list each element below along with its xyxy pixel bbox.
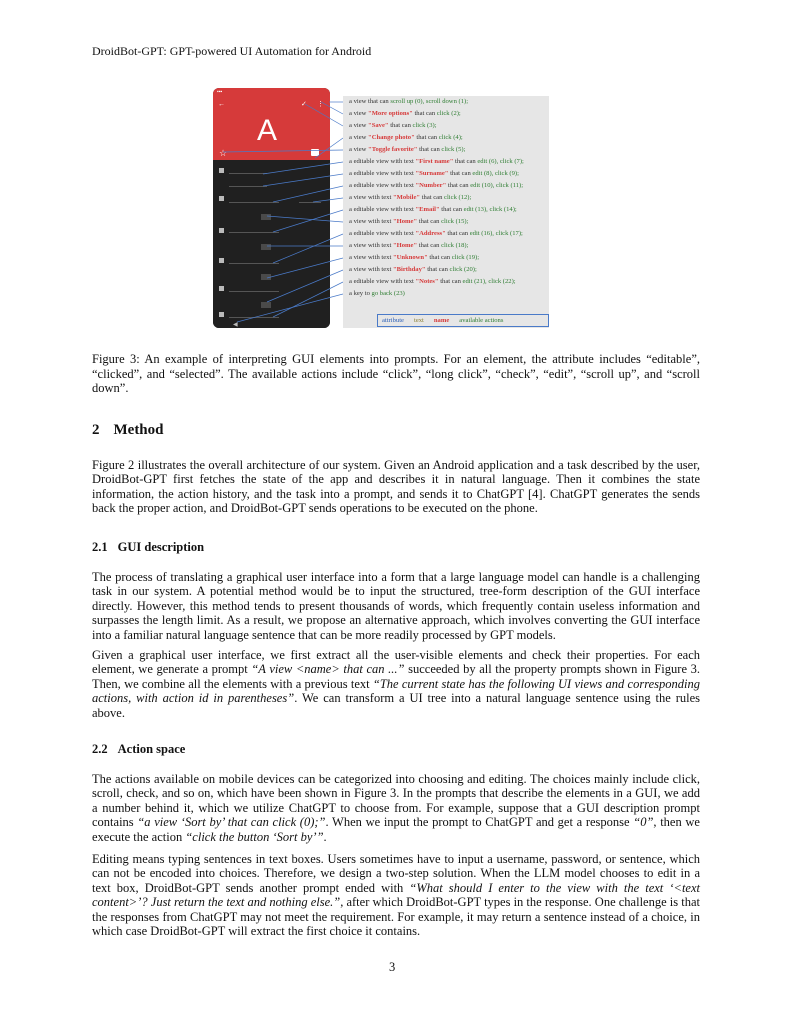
figure-caption: Figure 3: An example of interpreting GUI elements into prompts. For an element, the attribute includes “editable”, “clicked”, and “selected”. The available actions include “click”, “long click”, “check”, “edit”, “scroll up”, and “scroll down”. bbox=[92, 352, 700, 395]
annotation-pre: a view that can bbox=[349, 98, 391, 105]
favorite-star-icon: ☆ bbox=[219, 148, 228, 158]
annotation-pre: a view bbox=[349, 134, 369, 141]
annotation-mid: that can bbox=[412, 110, 437, 117]
annotation-name: "Notes" bbox=[415, 278, 439, 285]
annotation-line bbox=[349, 288, 405, 300]
italic-run: “What should I enter to the view with the text ‘<text content>’? Just return the text and nothing else.” bbox=[92, 880, 700, 910]
text-run: , then we execute the action bbox=[92, 815, 700, 844]
annotation-name: "Email" bbox=[415, 206, 440, 213]
contact-avatar: A bbox=[257, 114, 278, 147]
annotation-mid: that can bbox=[445, 230, 470, 237]
subsection-number: 2.1 bbox=[92, 540, 108, 554]
annotation-line bbox=[349, 108, 461, 120]
page-number: 3 bbox=[389, 960, 396, 974]
annotation-name: "Save" bbox=[368, 122, 389, 129]
annotation-mid: that can bbox=[388, 122, 413, 129]
status-bar: ▪▪▪ bbox=[217, 90, 223, 95]
annotation-name: "Home" bbox=[392, 218, 418, 225]
subsection-heading bbox=[92, 742, 185, 757]
annotation-mid: that can bbox=[417, 218, 442, 225]
annotation-act: click (20); bbox=[449, 266, 477, 273]
italic-run: “The current state has the following UI views and corresponding actions, with action id in parentheses” bbox=[92, 676, 700, 706]
annotation-name: "Home" bbox=[392, 242, 418, 249]
section-number: 2 bbox=[92, 422, 100, 438]
annotation-pre: a view with text bbox=[349, 218, 393, 225]
subsection-number: 2.2 bbox=[92, 742, 108, 756]
annotation-pre: a view with text bbox=[349, 266, 393, 273]
annotation-mid: that can bbox=[438, 278, 463, 285]
annotation-name: "Address" bbox=[415, 230, 446, 237]
annotation-act: click (4); bbox=[438, 134, 463, 141]
annotation-pre: a editable view with text bbox=[349, 206, 416, 213]
annotation-name: "Toggle favorite" bbox=[368, 146, 418, 153]
italic-run: “0” bbox=[633, 815, 654, 830]
annotation-act: edit (8), click (9); bbox=[472, 170, 519, 177]
legend-name: name bbox=[433, 317, 450, 324]
annotation-pre: a editable view with text bbox=[349, 182, 416, 189]
annotation-act: scroll up (0), scroll down (1); bbox=[390, 98, 469, 105]
figure-3 bbox=[213, 88, 591, 332]
section-title: Method bbox=[113, 422, 164, 438]
annotation-pre: a view bbox=[349, 146, 369, 153]
annotation-pre: a view with text bbox=[349, 254, 393, 261]
text-run: Editing means typing sentences in text boxes. Users sometimes have to input a username, password, or sentence, which can not be encoded into choices. Therefore, we design a two-step solution. When the LLM model chooses to edit in a text box, DroidBot-GPT sends another prompt ended with bbox=[92, 852, 700, 895]
subsection-heading bbox=[92, 540, 204, 555]
annotation-line bbox=[349, 168, 519, 180]
annotation-mid: that can bbox=[417, 242, 442, 249]
annotation-line bbox=[349, 252, 479, 264]
more-options-icon: ⋮ bbox=[317, 100, 324, 108]
annotation-act: edit (10), click (11); bbox=[470, 182, 524, 189]
annotation-act: click (5); bbox=[441, 146, 466, 153]
annotation-line bbox=[349, 240, 468, 252]
text-run: , after which DroidBot-GPT types in the response. One challenge is that the responses from ChatGPT may not meet the requirement. For example, it may return a sentence instead of a choice, in which case DroidBot-GPT will extract the first choice it contains. bbox=[92, 895, 700, 939]
annotation-line bbox=[349, 204, 517, 216]
annotation-act: click (3); bbox=[412, 122, 437, 129]
annotation-name: "Change photo" bbox=[368, 134, 415, 141]
annotation-line bbox=[349, 228, 523, 240]
annotation-pre: a editable view with text bbox=[349, 230, 416, 237]
annotation-name: "More options" bbox=[368, 110, 413, 117]
annotation-line bbox=[349, 276, 516, 288]
annotation-name: "Surname" bbox=[415, 170, 449, 177]
annotation-line bbox=[349, 144, 465, 156]
annotation-act: click (18); bbox=[441, 242, 469, 249]
annotation-mid: that can bbox=[446, 182, 471, 189]
annotation-mid: that can bbox=[425, 266, 450, 273]
annotation-act: edit (6), click (7); bbox=[477, 158, 524, 165]
annotation-act: click (15); bbox=[441, 218, 469, 225]
annotation-pre: a editable view with text bbox=[349, 278, 416, 285]
paragraph bbox=[92, 772, 700, 844]
annotation-mid: that can bbox=[414, 134, 439, 141]
running-header: DroidBot-GPT: GPT-powered UI Automation for Android bbox=[92, 44, 372, 58]
italic-run: “A view <name> that can ...” bbox=[251, 662, 405, 677]
legend-attribute: attribute bbox=[382, 317, 404, 324]
annotation-pre: a view with text bbox=[349, 242, 393, 249]
text-run: Given a graphical user interface, we first extract all the user-visible elements and check their properties. For each element, we generate a prompt bbox=[92, 648, 700, 677]
annotation-mid: that can bbox=[427, 254, 452, 261]
annotation-mid: that can bbox=[439, 206, 464, 213]
annotation-line bbox=[349, 180, 523, 192]
annotation-act: edit (16), click (17); bbox=[469, 230, 523, 237]
annotation-pre: a view bbox=[349, 110, 369, 117]
annotation-line bbox=[349, 132, 463, 144]
text-run: . When we input the prompt to ChatGPT and get a response bbox=[325, 815, 634, 830]
text-run: . We can transform a UI tree into a natural language sentence using the rules above. bbox=[92, 691, 700, 720]
annotation-name: "Number" bbox=[415, 182, 447, 189]
annotation-mid: that can bbox=[448, 170, 473, 177]
text-run: The actions available on mobile devices can be categorized into choosing and editing. The choices mainly include click, scroll, check, and so on, which have been shown in Figure 3. In the prompts that describe the elements in a GUI, we add a number behind it, which we utilize ChatGPT to choose from. For example, suppose that a GUI description prompt contains bbox=[92, 772, 700, 830]
annotation-line bbox=[349, 156, 524, 168]
annotation-line bbox=[349, 264, 477, 276]
text-run: succeeded by all the property prompts shown in Figure 3. Then, we combine all the elements with a previous text bbox=[92, 662, 700, 691]
subsection-title: Action space bbox=[117, 742, 186, 756]
annotation-mid: that can bbox=[417, 146, 442, 153]
annotation-act: edit (13), click (14); bbox=[463, 206, 517, 213]
annotation-line bbox=[349, 120, 437, 132]
annotation-pre: a view bbox=[349, 122, 369, 129]
annotation-line bbox=[349, 96, 468, 108]
annotation-line bbox=[349, 192, 471, 204]
annotation-act: click (2); bbox=[436, 110, 461, 117]
annotation-mid: that can bbox=[453, 158, 478, 165]
annotation-name: "First name" bbox=[415, 158, 454, 165]
save-check-icon: ✓ bbox=[301, 100, 307, 108]
nav-back-icon: ◀ bbox=[233, 322, 238, 328]
annotation-name: "Birthday" bbox=[392, 266, 426, 273]
italic-run: “click the button ‘Sort by’” bbox=[185, 829, 324, 844]
annotation-line bbox=[349, 216, 468, 228]
subsection-title: GUI description bbox=[117, 540, 205, 554]
section-heading bbox=[92, 422, 164, 439]
annotation-panel bbox=[343, 96, 549, 328]
paragraph bbox=[92, 852, 700, 938]
back-arrow-icon: ← bbox=[218, 100, 225, 108]
annotation-act: click (12); bbox=[444, 194, 472, 201]
italic-run: “a view ‘Sort by’ that can click (0);” bbox=[137, 815, 326, 830]
paragraph bbox=[92, 648, 700, 720]
annotation-name: "Mobile" bbox=[392, 194, 421, 201]
annotation-pre: a editable view with text bbox=[349, 158, 416, 165]
annotation-act: edit (21), click (22); bbox=[462, 278, 516, 285]
annotation-pre: a view with text bbox=[349, 194, 393, 201]
annotation-act: go back (23) bbox=[371, 290, 405, 297]
legend-actions: available actions bbox=[459, 317, 504, 324]
annotation-name: "Unknown" bbox=[392, 254, 428, 261]
annotation-pre: a key to bbox=[349, 290, 372, 297]
paragraph: Figure 2 illustrates the overall architecture of our system. Given an Android application and a task described by the user, DroidBot-GPT first fetches the state of the app and describes it in natural language. Then it combines the state information, the action history, and the task into a prompt, and sends it to ChatGPT [4]. ChatGPT generates the sends back the proper action, and DroidBot-GPT sends operations to be executed on the phone. bbox=[92, 458, 700, 516]
annotation-pre: a editable view with text bbox=[349, 170, 416, 177]
annotation-act: click (19); bbox=[451, 254, 480, 261]
text-run: . bbox=[323, 829, 327, 844]
paragraph: The process of translating a graphical user interface into a form that a large language model can handle is a challenging task in our system. A potential method would be to input the structured, tree-form description of the GUI interface directly. However, this method tends to present thousands of words, which frequently contain useless information and surpasses the length limit. As a result, we propose an alternative approach, which involves converting the GUI interface into a familiar natural language sentence that can be more readily processed by GPT models. bbox=[92, 570, 700, 642]
annotation-mid: that can bbox=[420, 194, 445, 201]
figure-legend bbox=[377, 314, 549, 327]
legend-text: text bbox=[413, 317, 424, 324]
